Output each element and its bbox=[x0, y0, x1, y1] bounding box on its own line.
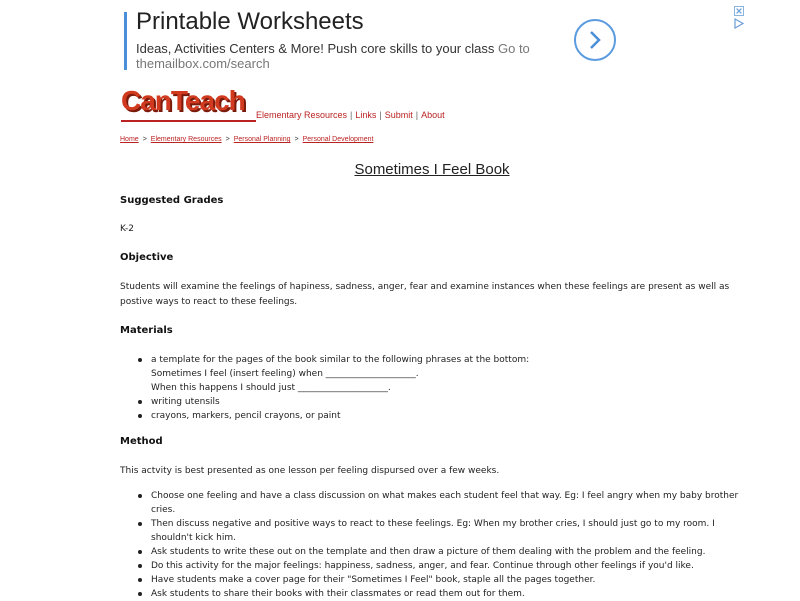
materials-heading: Materials bbox=[120, 325, 173, 336]
ad-arrow-button[interactable] bbox=[574, 19, 616, 61]
list-item: crayons, markers, pencil crayons, or paint bbox=[138, 409, 738, 423]
nav-separator: | bbox=[379, 110, 382, 120]
list-item: Then discuss negative and positive ways to react to these feelings. Eg: When my brother cries, I should just go to my room. I shouldn't kick him. bbox=[138, 517, 748, 545]
list-item: Do this activity for the major feelings: happiness, sadness, anger, and fear. Continue through other feelings if you'd like. bbox=[138, 559, 748, 573]
grades-heading: Suggested Grades bbox=[120, 195, 224, 206]
nav-links[interactable]: Links bbox=[355, 110, 377, 120]
materials-list bbox=[138, 353, 738, 423]
chevron-right-icon bbox=[586, 30, 604, 50]
breadcrumb-separator: > bbox=[225, 136, 230, 143]
grades-value: K-2 bbox=[120, 224, 134, 234]
method-intro: This actvity is best presented as one lesson per feeling dispursed over a few weeks. bbox=[120, 466, 500, 476]
nav-separator: | bbox=[415, 110, 419, 120]
ad-description bbox=[136, 41, 536, 71]
list-item: writing utensils bbox=[138, 395, 738, 409]
page-title: Sometimes I Feel Book bbox=[354, 161, 510, 178]
nav-elementary-resources[interactable]: Elementary Resources bbox=[256, 110, 348, 120]
list-item: Have students make a cover page for their "Sometimes I Feel" book, staple all the pages together. bbox=[138, 573, 748, 587]
breadcrumb-separator: > bbox=[142, 136, 147, 143]
ad-desc-text: Ideas, Activities Centers & More! Push core skills to your class bbox=[136, 41, 495, 56]
template-line: Sometimes I feel (insert feeling) when ____________________. bbox=[151, 369, 419, 379]
list-item bbox=[138, 353, 738, 395]
ad-accent-bar bbox=[124, 12, 127, 70]
canteach-logo[interactable]: CanTeach bbox=[121, 85, 245, 116]
logo-underline bbox=[121, 120, 256, 122]
list-item: Choose one feeling and have a class discussion on what makes each student feel that way. Eg: I feel angry when my baby brother cries. bbox=[138, 489, 748, 517]
breadcrumb-personal-development[interactable]: Personal Development bbox=[302, 136, 374, 143]
breadcrumb-separator: > bbox=[294, 136, 299, 143]
breadcrumb-personal-planning[interactable]: Personal Planning bbox=[233, 136, 291, 143]
list-item: Ask students to share their books with their classmates or read them out for them. bbox=[138, 587, 748, 601]
method-heading: Method bbox=[120, 436, 163, 447]
top-nav bbox=[256, 110, 445, 120]
breadcrumb-home[interactable]: Home bbox=[120, 136, 139, 143]
method-list bbox=[138, 489, 748, 601]
template-line: When this happens I should just ____________________. bbox=[151, 383, 391, 393]
nav-submit[interactable]: Submit bbox=[384, 110, 413, 120]
nav-separator: | bbox=[350, 110, 353, 120]
list-item: Ask students to write these out on the template and then draw a picture of them dealing with the problem and the feeling. bbox=[138, 545, 748, 559]
materials-item-text: a template for the pages of the book similar to the following phrases at the bottom: bbox=[151, 355, 530, 365]
objective-text: Students will examine the feelings of hapiness, sadness, anger, fear and examine instances when these feelings are present as well as postive ways to react to these feelings. bbox=[120, 282, 730, 307]
ad-title[interactable]: Printable Worksheets bbox=[136, 8, 364, 35]
breadcrumb bbox=[120, 136, 373, 143]
ad-choices-icon[interactable] bbox=[734, 18, 744, 29]
close-ad-icon[interactable] bbox=[734, 6, 744, 16]
ad-url[interactable]: themailbox.com/search bbox=[136, 56, 270, 71]
nav-about[interactable]: About bbox=[421, 110, 445, 120]
breadcrumb-elementary-resources[interactable]: Elementary Resources bbox=[150, 136, 222, 143]
ad-goto[interactable]: Go to bbox=[497, 41, 530, 56]
ad-banner[interactable] bbox=[124, 10, 624, 72]
objective-heading: Objective bbox=[120, 252, 174, 263]
